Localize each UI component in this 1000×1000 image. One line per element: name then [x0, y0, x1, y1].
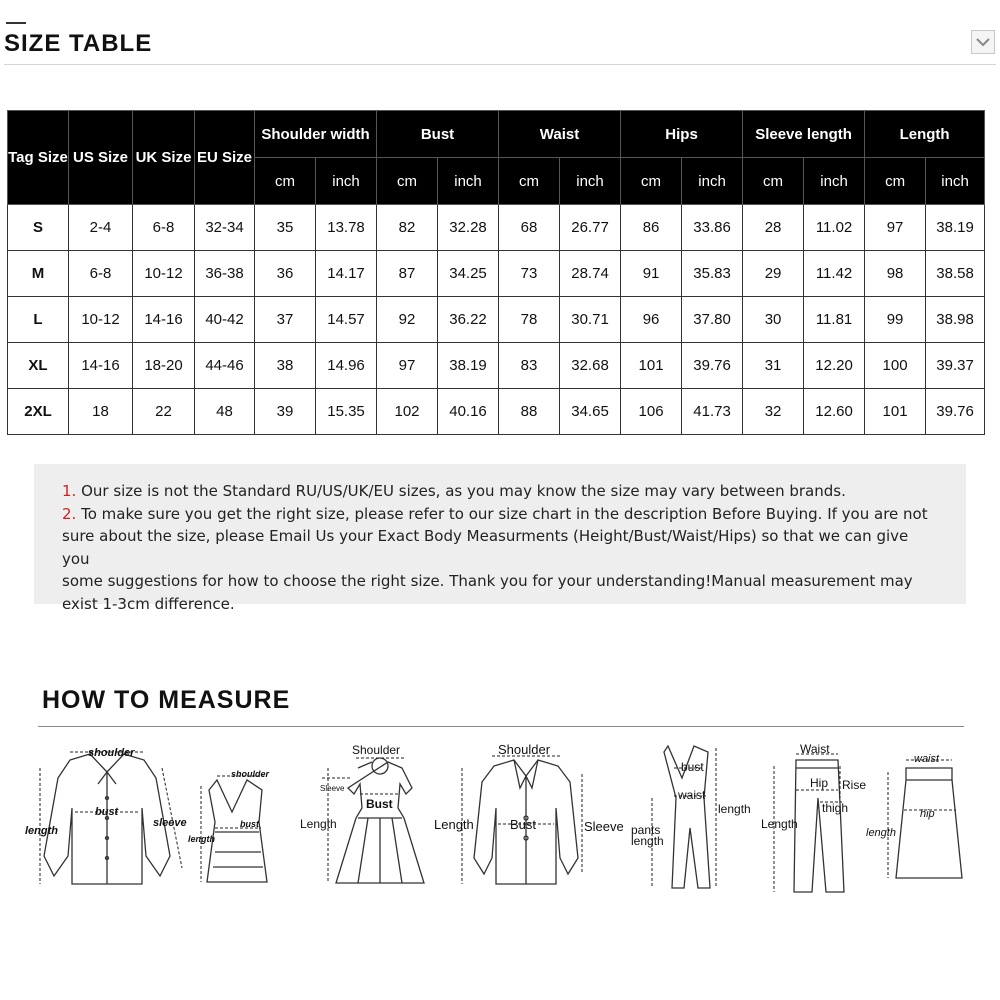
table-cell: 73 — [499, 251, 560, 297]
table-cell: 68 — [499, 205, 560, 251]
vest-illustration — [187, 762, 287, 892]
jumpsuit-illustration — [628, 738, 758, 898]
note-2-line: sure about the size, please Email Us your Exact Body Measurments (Height/Bust/Waist/Hips) so that we can give you — [62, 527, 909, 568]
table-cell: 28.74 — [560, 251, 621, 297]
table-cell: 99 — [865, 297, 926, 343]
table-cell: 32.68 — [560, 343, 621, 389]
table-cell: 26.77 — [560, 205, 621, 251]
jumpsuit-waist-label: waist — [678, 788, 706, 802]
pants-diagram — [758, 738, 878, 898]
dress-illustration — [298, 738, 433, 893]
header-length: Length — [865, 111, 985, 158]
note-2-number: 2. — [62, 504, 77, 523]
table-cell: 32.28 — [438, 205, 499, 251]
table-cell: 12.20 — [804, 343, 865, 389]
how-to-measure-title: HOW TO MEASURE — [42, 686, 291, 714]
header-waist: Waist — [499, 111, 621, 158]
note-1 — [62, 480, 938, 503]
table-cell: 97 — [865, 205, 926, 251]
note-2-line: some suggestions for how to choose the right size. Thank you for your understanding!Manual measurement may — [62, 572, 913, 590]
note-2-line: To make sure you get the right size, please refer to our size chart in the description Before Buying. If you are not — [76, 504, 928, 523]
table-cell: 37 — [255, 297, 316, 343]
skirt-diagram — [862, 738, 972, 888]
table-cell: 14-16 — [133, 297, 195, 343]
vest-length-label: length — [188, 834, 215, 844]
dress-shoulder-label: Shoulder — [352, 743, 401, 757]
jacket-shoulder-label: Shoulder — [498, 742, 551, 757]
table-cell: 36 — [255, 251, 316, 297]
table-row — [8, 343, 985, 389]
table-cell: 39.76 — [926, 389, 985, 435]
table-cell: 37.80 — [682, 297, 743, 343]
table-cell: 38.19 — [926, 205, 985, 251]
table-cell: 78 — [499, 297, 560, 343]
table-cell: 22 — [133, 389, 195, 435]
jumpsuit-length-label: length — [718, 802, 751, 816]
table-cell: 106 — [621, 389, 682, 435]
dress-sleeve-label: Sleeve — [320, 784, 345, 793]
table-cell: 31 — [743, 343, 804, 389]
size-tag-cell: L — [8, 297, 69, 343]
subheader-inch: inch — [316, 158, 377, 205]
table-cell: 30 — [743, 297, 804, 343]
blouse-diagram — [20, 738, 195, 898]
note-2-line: exist 1-3cm difference. — [62, 594, 235, 613]
note-1-text: Our size is not the Standard RU/US/UK/EU sizes, as you may know the size may vary between brands. — [76, 482, 846, 500]
vest-bust-label: bust — [240, 819, 259, 829]
table-cell: 32 — [743, 389, 804, 435]
table-cell: 11.42 — [804, 251, 865, 297]
measure-divider — [38, 726, 964, 727]
subheader-cm: cm — [377, 158, 438, 205]
header-accent-dash — [6, 22, 26, 24]
vest-shoulder-label: shoulder — [231, 769, 270, 779]
table-cell: 101 — [865, 389, 926, 435]
table-cell: 6-8 — [69, 251, 133, 297]
skirt-hip-label: hip — [920, 808, 935, 820]
pants-rise-label: Rise — [842, 778, 867, 792]
jacket-diagram — [432, 738, 632, 893]
jacket-illustration — [432, 738, 632, 893]
header-bust: Bust — [377, 111, 499, 158]
table-cell: 35 — [255, 205, 316, 251]
pants-waist-label: Waist — [800, 742, 830, 756]
header-hips: Hips — [621, 111, 743, 158]
subheader-cm: cm — [621, 158, 682, 205]
size-tag-cell: 2XL — [8, 389, 69, 435]
blouse-sleeve-label: sleeve — [153, 817, 187, 829]
table-cell: 38.19 — [438, 343, 499, 389]
table-cell: 15.35 — [316, 389, 377, 435]
pants-length-label: Length — [761, 817, 798, 831]
table-row — [8, 297, 985, 343]
table-cell: 29 — [743, 251, 804, 297]
vest-diagram — [187, 762, 287, 892]
table-cell: 44-46 — [195, 343, 255, 389]
subheader-cm: cm — [499, 158, 560, 205]
skirt-waist-label: waist — [914, 753, 940, 765]
table-cell: 87 — [377, 251, 438, 297]
table-cell: 96 — [621, 297, 682, 343]
table-cell: 34.25 — [438, 251, 499, 297]
size-tag-cell: S — [8, 205, 69, 251]
subheader-inch: inch — [682, 158, 743, 205]
header-sleeve-length: Sleeve length — [743, 111, 865, 158]
jacket-sleeve-label: Sleeve — [584, 819, 624, 834]
pants-illustration — [758, 738, 878, 898]
subheader-cm: cm — [255, 158, 316, 205]
dress-length-label: Length — [300, 817, 337, 831]
table-cell: 86 — [621, 205, 682, 251]
table-row — [8, 205, 985, 251]
table-cell: 48 — [195, 389, 255, 435]
blouse-length-label: length — [25, 825, 58, 837]
table-cell: 100 — [865, 343, 926, 389]
table-cell: 12.60 — [804, 389, 865, 435]
table-cell: 2-4 — [69, 205, 133, 251]
table-cell: 11.02 — [804, 205, 865, 251]
header-shoulder-width: Shoulder width — [255, 111, 377, 158]
dress-diagram — [298, 738, 433, 893]
table-cell: 30.71 — [560, 297, 621, 343]
blouse-bust-label: bust — [95, 806, 119, 818]
table-cell: 28 — [743, 205, 804, 251]
size-tag-cell: M — [8, 251, 69, 297]
table-cell: 32-34 — [195, 205, 255, 251]
table-cell: 41.73 — [682, 389, 743, 435]
table-cell: 6-8 — [133, 205, 195, 251]
size-tag-cell: XL — [8, 343, 69, 389]
table-cell: 39.76 — [682, 343, 743, 389]
subheader-inch: inch — [438, 158, 499, 205]
header-eu-size: EU Size — [195, 111, 255, 205]
table-row — [8, 251, 985, 297]
table-cell: 10-12 — [133, 251, 195, 297]
jumpsuit-bust-label: bust — [681, 760, 704, 774]
table-cell: 14.17 — [316, 251, 377, 297]
blouse-shoulder-label: shoulder — [88, 747, 135, 759]
size-notes — [34, 464, 966, 613]
subheader-inch: inch — [926, 158, 985, 205]
skirt-illustration — [862, 738, 972, 888]
blouse-illustration — [20, 738, 195, 898]
table-cell: 14.57 — [316, 297, 377, 343]
table-cell: 18 — [69, 389, 133, 435]
dress-bust-label: Bust — [366, 797, 393, 811]
jacket-bust-label: Bust — [510, 817, 537, 832]
subheader-cm: cm — [743, 158, 804, 205]
header-divider — [4, 64, 996, 65]
table-cell: 36.22 — [438, 297, 499, 343]
table-cell: 36-38 — [195, 251, 255, 297]
table-cell: 33.86 — [682, 205, 743, 251]
table-cell: 92 — [377, 297, 438, 343]
table-cell: 38.58 — [926, 251, 985, 297]
jumpsuit-pants-label: pants — [631, 823, 661, 837]
table-cell: 14.96 — [316, 343, 377, 389]
header-us-size: US Size — [69, 111, 133, 205]
subheader-inch: inch — [560, 158, 621, 205]
table-row — [8, 389, 985, 435]
table-cell: 40.16 — [438, 389, 499, 435]
jumpsuit-diagram — [628, 738, 758, 898]
subheader-cm: cm — [865, 158, 926, 205]
table-cell: 38.98 — [926, 297, 985, 343]
pants-thigh-label: thigh — [822, 801, 849, 815]
table-cell: 88 — [499, 389, 560, 435]
note-2 — [62, 503, 938, 526]
size-table-body — [8, 205, 985, 435]
table-cell: 83 — [499, 343, 560, 389]
table-cell: 91 — [621, 251, 682, 297]
table-cell: 13.78 — [316, 205, 377, 251]
table-cell: 11.81 — [804, 297, 865, 343]
table-cell: 97 — [377, 343, 438, 389]
table-cell: 39.37 — [926, 343, 985, 389]
header-uk-size: UK Size — [133, 111, 195, 205]
table-cell: 40-42 — [195, 297, 255, 343]
collapse-button[interactable] — [971, 30, 995, 54]
table-cell: 38 — [255, 343, 316, 389]
size-table-title: SIZE TABLE — [4, 30, 153, 57]
table-cell: 102 — [377, 389, 438, 435]
table-cell: 98 — [865, 251, 926, 297]
skirt-length-label: length — [866, 827, 896, 839]
table-cell: 35.83 — [682, 251, 743, 297]
table-cell: 34.65 — [560, 389, 621, 435]
table-cell: 101 — [621, 343, 682, 389]
note-1-number: 1. — [62, 482, 77, 500]
table-cell: 82 — [377, 205, 438, 251]
pants-hip-label: Hip — [810, 776, 829, 790]
table-cell: 14-16 — [69, 343, 133, 389]
table-cell: 18-20 — [133, 343, 195, 389]
header-tag-size: Tag Size — [8, 111, 69, 205]
jumpsuit-pants-length-label: length — [631, 834, 664, 848]
subheader-inch: inch — [804, 158, 865, 205]
table-cell: 39 — [255, 389, 316, 435]
size-table — [7, 110, 985, 435]
jacket-length-label: Length — [434, 817, 474, 832]
table-cell: 10-12 — [69, 297, 133, 343]
chevron-down-icon — [975, 36, 991, 48]
